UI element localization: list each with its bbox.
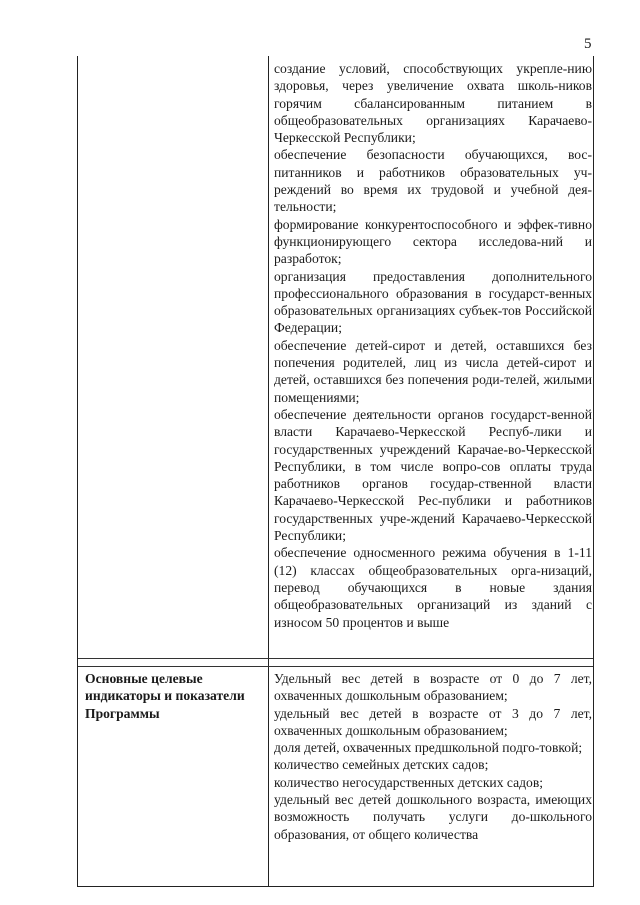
indicator-item: Удельный вес детей в возрасте от 0 до 7 лет, охваченных дошкольным образованием; — [274, 671, 592, 704]
goal-paragraph: обеспечение безопасности обучающихся, вос-питанников и работников образовательных уч-реждений во время их трудовой и учебной дея-тельности; — [274, 147, 592, 215]
goal-paragraph: обеспечение детей-сирот и детей, оставшихся без попечения родителей, лиц из числа детей-сирот и детей, оставшихся без попечения роди-телей, жилыми помещениями; — [274, 337, 592, 405]
indicator-item: удельный вес детей в возрасте от 3 до 7 лет, охваченных дошкольным образованием; — [274, 705, 592, 738]
goal-paragraph: организация предоставления дополнительного профессионального образования в государст-венных образовательных организациях субъек-тов Российской Федерации; — [274, 268, 592, 336]
column-divider — [268, 56, 269, 886]
goals-cell — [274, 60, 592, 631]
row-divider-top — [78, 658, 593, 659]
indicator-item: количество семейных детских садов; — [274, 757, 489, 773]
indicators-cell — [274, 670, 592, 843]
row-divider-bottom — [78, 666, 593, 667]
indicators-label: Основные целевые индикаторы и показатели Программы — [85, 671, 245, 721]
indicator-item: количество негосударственных детских садов; — [274, 774, 544, 790]
indicator-item: удельный вес детей дошкольного возраста, имеющих возможность получать услуги до-школьного образования, от общего количества — [274, 792, 592, 842]
goal-paragraph: обеспечение деятельности органов государст-венной власти Карачаево-Черкесской Респуб-лики и государственных учреждений Карачае-во-Черкесской Республики, в том числе вопро-сов оплаты труда работников органов государ-ственной власти Карачаево-Черкесской Рес-публики и работников государственных учре-ждений Карачаево-Черкесской Республики; — [274, 406, 592, 544]
program-passport-table — [77, 56, 594, 887]
goal-paragraph: формирование конкурентоспособного и эффек-тивно функционирующего сектора исследова-ний и разработок; — [274, 216, 592, 267]
page-number: 5 — [584, 36, 592, 52]
goal-paragraph: обеспечение односменного режима обучения в 1-11 (12) классах общеобразовательных орга-низаций, перевод обучающихся в новые здания общеобразовательных организаций из зданий с износом 50 процентов и выше — [274, 545, 592, 630]
goal-paragraph: создание условий, способствующих укрепле-нию здоровья, через увеличение охвата школь-ников горячим сбалансированным питанием в общеобразовательных организациях Карачаево-Черкесской Республики; — [274, 61, 592, 146]
indicator-item: доля детей, охваченных предшкольной подго-товкой; — [274, 740, 583, 756]
